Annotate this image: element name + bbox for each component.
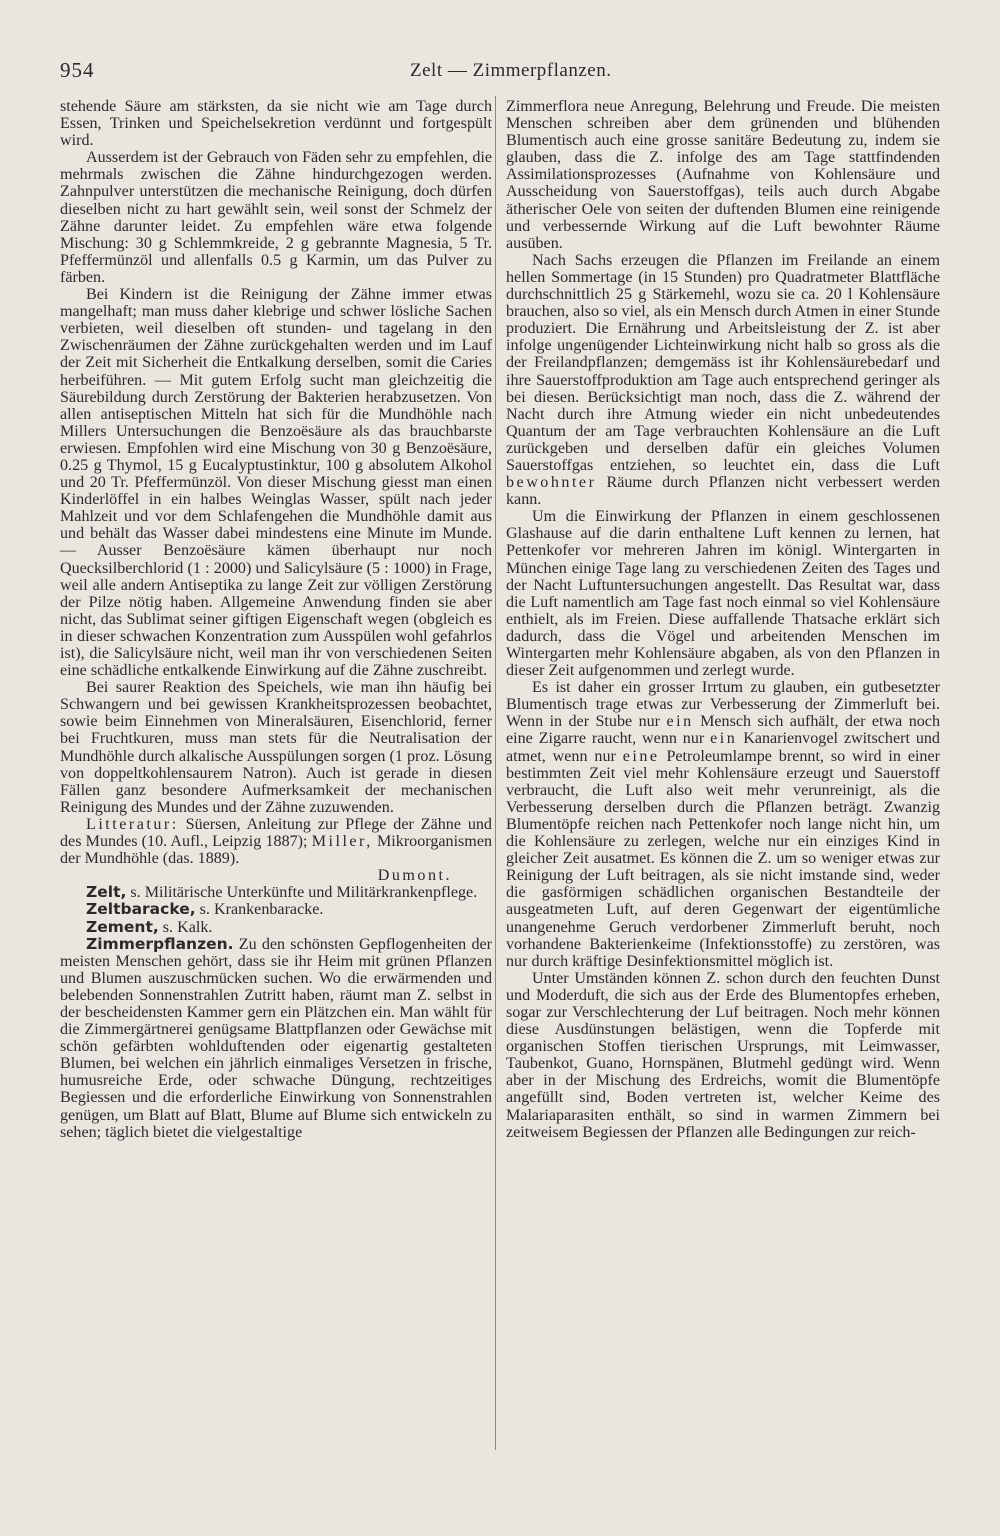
spaced-word: bewohnter	[506, 474, 597, 492]
spaced-word: ein	[666, 713, 694, 731]
paragraph: Nach Sachs erzeugen die Pflanzen im Freilande an einem hellen Sommertage (in 15 Stunden) pro Quadratmeter Blattfläche durchschnittlich 25 g Stärkemehl, wozu sie ca. 20 l Kohlensäure brauchen, also so viel, als ein Mensch durch Atmen in einer Stunde produziert. Die Ernährung und Arbeitsleistung der Z. ist aber infolge ungenügender Lichteinwirkung nicht halb so gross als die der Freilandpflanzen; demgemäss ist ihr Kohlensäurebedarf und ihre Sauerstoffproduktion am Tage auch entsprechend geringer als bei diesen. Berücksichtigt man noch, dass die Z. während der Nacht durch ihre Atmung wieder ein nicht unbedeutendes Quantum der am Tage verbrauchten Kohlensäure an die Luft zurückgeben und derselben dafür ein gleiches Volumen Sauerstoffgas entziehen, so leuchtet ein, dass die Luft bewohnter Räume durch Pflanzen nicht verbessert werden kann.	[506, 251, 940, 509]
column-divider	[495, 96, 496, 1450]
paragraph: Um die Einwirkung der Pflanzen in einem geschlossenen Glashause auf die darin enthaltene Luft kennen zu lernen, hat Pettenkofer vor mehreren Jahren im königl. Wintergarten in München einige Tage lang zu verschiedenen Zeiten des Tages und der Nacht Luftuntersuchungen angestellt. Das Resultat war, dass die Luft namentlich am Tage fast noch einmal so viel Kohlensäure enthielt, als im Freien. Diese auffallende Thatsache erklärt sich dadurch, dass die Vögel und arbeitenden Menschen im Wintergarten mehr Kohlensäure abgaben, als von den Pflanzen in dieser Zeit aufgenommen und zerlegt wurde.	[506, 508, 940, 680]
entry-zelt: Zelt, s. Militärische Unterkünfte und Militärkrankenpflege.	[86, 883, 478, 902]
paragraph: Bei saurer Reaktion des Speichels, wie man ihn häufig bei Schwangern und bei gewissen Krankheitsprozessen beobachtet, sowie beim Einnehmen von Mineralsäuren, Eisenchlorid, ferner bei Fruchtkuren, muss man stets für die Neutralisation der Mundhöhle durch alkalische Ausspülungen sorgen (1 proz. Lösung von doppeltkohlensaurem Natron). Auch ist gerade in diesen Fällen ganz besondere Aufmerksamkeit der mechanischen Reinigung des Mundes und der Zähne zuzuwenden.	[60, 679, 492, 816]
paragraph: stehende Säure am stärksten, da sie nicht wie am Tage durch Essen, Trinken und Speichelsekretion verdünnt und fortgespült wird.	[60, 98, 492, 150]
headword: Zelt,	[86, 883, 127, 902]
page-header	[60, 58, 940, 88]
left-column	[60, 98, 492, 1141]
paragraph: Unter Umständen können Z. schon durch den feuchten Dunst und Moderduft, die sich aus der Erde des Blumentopfes erheben, sogar zur Verschlechterung der Luf beitragen. Noch mehr können diese Ausdünstungen belästigen, wenn die Topferde mit organischen Stoffen tierischen Ursprungs, mit Leimwasser, Taubenkot, Guano, Hornspänen, Blutmehl gedüngt wird. Wenn aber in der Mischung des Erdreichs, womit die Blumentöpfe angefüllt sind, Boden vertreten ist, welcher Keime des Malariaparasiten enthält, so sind in warmen Zimmern bei zeitweisem Begiessen der Pflanzen alle Bedingungen zur reich-	[506, 969, 940, 1141]
paragraph: Zimmerflora neue Anregung, Belehrung und Freude. Die meisten Menschen schreiben aber dem grünenden und blühenden Blumentisch auch eine grosse sanitäre Bedeutung zu, indem sie glauben, dass die Z. infolge des am Tage stattfindenden Assimilationsprozesses (Aufnahme von Kohlensäure und Ausscheidung von Sauerstoffgas), teils auch durch Abgabe ätherischer Oele von seiten der duftenden Blumen eine reinigende und verbessernde Wirkung auf die Luft bewohnter Räume ausüben.	[506, 98, 940, 252]
paragraph: Ausserdem ist der Gebrauch von Fäden sehr zu empfehlen, die mehrmals zwischen die Zähne hindurchgezogen werden. Zahnpulver unterstützen die mechanische Reinigung, doch dürfen dieselben nicht zu hart gewählt sein, weil sonst der Schmelz der Zähne darunter leidet. Zu empfehlen wäre etwa folgende Mischung: 30 g Schlemmkreide, 2 g gebrannte Magnesia, 5 Tr. Pfeffermünzöl und allenfalls 0.5 g Karmin, um das Pulver zu färben.	[60, 149, 492, 286]
headword: Zement,	[86, 917, 159, 936]
spaced-word: ein	[710, 730, 738, 748]
author-signature: Dumont.	[377, 867, 452, 885]
entry-zement: Zement, s. Kalk.	[86, 917, 213, 936]
paragraph: Bei Kindern ist die Reinigung der Zähne immer etwas mangelhaft; man muss daher klebrige und schwer lösliche Sachen verbieten, weil dieselben oft stunden- und tagelang in den Zwischenräumen der Zähne zurückgehalten werden und im Lauf der Zeit mit Sicherheit die Entkalkung derselben, somit die Caries herbeiführen. — Mit gutem Erfolg sucht man gleichzeitig die Säurebildung durch Zerstörung der Bakterien herabzusetzen. Von allen antiseptischen Mitteln hat sich für die Mundhöhle nach Millers Untersuchungen die Benzoësäure als das brauchbarste erwiesen. Empfohlen wird eine Mischung von 30 g Benzoësäure, 0.25 g Thymol, 15 g Eucalyptustinktur, 100 g absolutem Alkohol und 20 Tr. Pfeffermünzöl. Von dieser Mischung giesst man einen Kinderlöffel in ein halbes Weinglas Wasser, spült nach jeder Mahlzeit und vor dem Schlafengehen die Mundhöhle damit aus und behält das Wasser dabei mindestens eine Minute im Munde. — Ausser Benzoësäure kämen überhaupt nur noch Quecksilberchlorid (1 : 2000) und Salicylsäure (5 : 1000) in Frage, weil alle andern Antiseptika zu lange Zeit zur völligen Zerstörung der Pilze nötig haben. Allgemeine Anwendung finden sie aber nicht, das Sublimat seiner giftigen Eigenschaft wegen (obgleich es in dieser schwachen Konzentration zum Ausspülen wohl gefahrlos ist), die Salicylsäure nicht, weil man ihr von verschiedenen Seiten eine schädliche entkalkende Einwirkung auf die Zähne zuschreibt.	[60, 286, 492, 680]
literature-text: Süersen, Anleitung zur Pflege der Zähne und des Mundes (10. Aufl., Leipzig 1887);	[60, 815, 492, 851]
literature-label: Litteratur:	[86, 815, 179, 833]
entry-zimmerpflanzen: Zimmerpflanzen. Zu den schönsten Gepflogenheiten der meisten Menschen gehört, dass sie ihr Heim mit grünen Pflanzen und Blumen auszuschmücken suchen. Wo die erwärmenden und belebenden Sonnenstrahlen Zutritt haben, räumt man Z. selbst in der bescheidensten Kammer gern ein Plätzchen ein. Man wählt für die Zimmergärtnerei genügsame Blattpflanzen oder Gewächse mit schön gefärbten wohlduftenden oder eigenartig gestalteten Blumen, bei welchen ein jährlich einmaliges Versetzen in frische, humusreiche Erde, oder schwache Düngung, rechtzeitiges Begiessen und die erforderliche Einwirkung von Sonnenstrahlen genügen, um Blatt auf Blatt, Blume auf Blume sich entwickeln zu sehen; täglich bietet die vielgestaltige	[60, 934, 492, 1141]
literature-paragraph	[60, 816, 492, 867]
headword: Zeltbaracke,	[86, 900, 196, 919]
entry-zeltbaracke: Zeltbaracke, s. Krankenbaracke.	[86, 900, 324, 919]
right-column	[506, 98, 940, 1141]
spaced-word: eine	[622, 747, 660, 765]
running-title: Zelt — Zimmerpflanzen.	[410, 60, 612, 81]
literature-author: Miller,	[311, 833, 373, 851]
page-number: 954	[60, 58, 95, 82]
literature-text: Mikroorganismen der Mundhöhle (das. 1889).	[60, 833, 493, 868]
paragraph: Es ist daher ein grosser Irrtum zu glauben, ein gutbesetzter Blumentisch trage etwas zur Verbesserung der Zimmerluft bei. Wenn in der Stube nur ein Mensch sich aufhält, der etwa noch eine Zigarre raucht, wenn nur ein Kanarienvogel zwitschert und atmet, wenn nur eine Petroleumlampe brennt, so wird in einer bestimmten Zeit viel mehr Kohlensäure erzeugt und Sauerstoff verbraucht, die Luft also weit mehr verunreinigt, als die Verbesserung derselben durch die Pflanzen beträgt. Zwanzig Blumentöpfe reichen nach Pettenkofer noch lange nicht hin, um die Kohlensäure zu zerlegen, welche nur ein einziges Kind in gleicher Zeit ausatmet. Es können die Z. um so weniger etwas zur Reinigung der Luft beitragen, als sie nicht imstande sind, weder die gasförmigen schädlichen organischen Bestandteile der ausgeatmeten Luft, auf deren Gegenwart der eigentümliche unangenehme Geruch verdorbener Zimmerluft beruht, noch vorhandene Bakterienkeime (Infektionsstoffe) zu zerstören, was nur durch kräftige Desinfektionsmittel möglich ist.	[506, 679, 941, 970]
headword: Zimmerpflanzen.	[86, 934, 234, 953]
